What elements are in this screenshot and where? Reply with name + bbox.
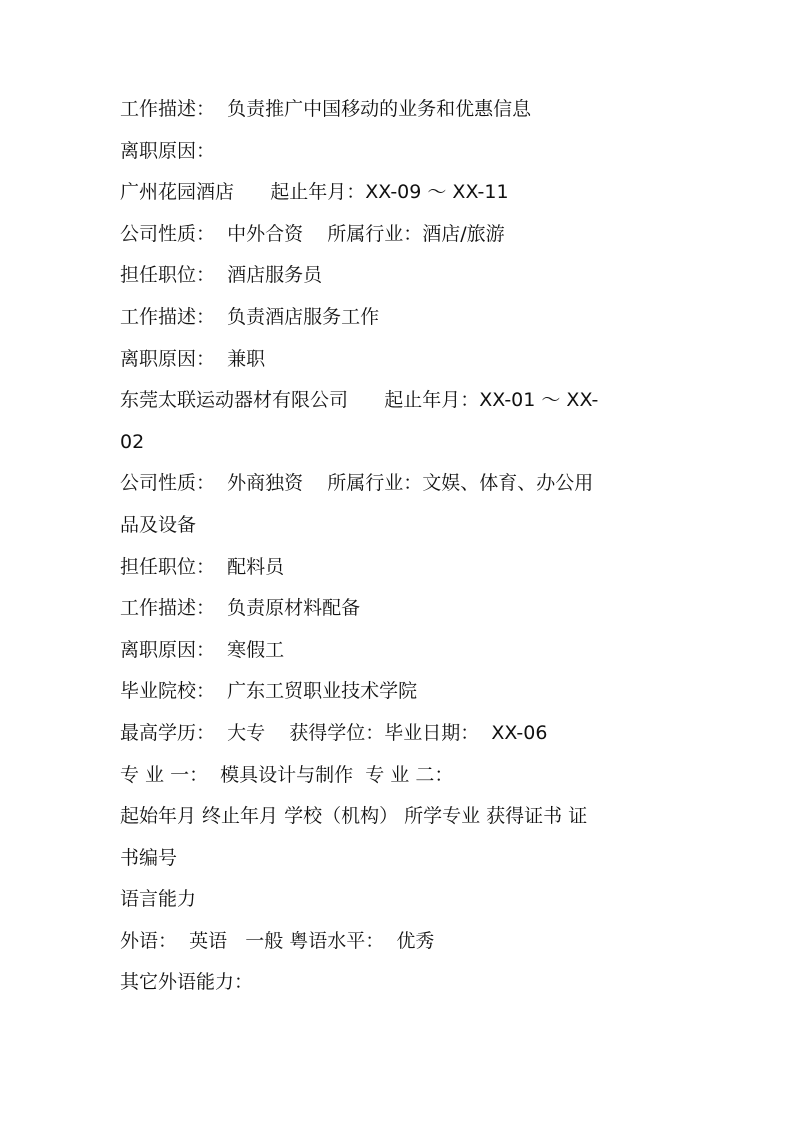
text-line-job-description: 工作描述： 负责原材料配备 [120, 597, 361, 620]
text-line-language-ability: 语言能力 [120, 888, 197, 911]
text-line-education-table-header-cont: 书编号 [120, 846, 178, 869]
text-line-company-sports-cont: 02 [120, 430, 145, 453]
text-line-leave-reason: 离职原因： [120, 139, 216, 162]
text-line-other-languages: 其它外语能力： [120, 971, 254, 994]
text-line-company-nature: 公司性质： 外商独资 所属行业：文娱、体育、办公用 [120, 472, 594, 495]
text-line-company-sports: 东莞太联运动器材有限公司 起止年月：XX-01 ～ XX- [120, 389, 599, 412]
text-line-position: 担任职位： 配料员 [120, 555, 285, 578]
text-line-school: 毕业院校： 广东工贸职业技术学院 [120, 680, 418, 703]
text-line-job-description: 工作描述： 负责推广中国移动的业务和优惠信息 [120, 98, 532, 120]
text-line-position: 担任职位： 酒店服务员 [120, 264, 323, 287]
text-line-company-nature-cont: 品及设备 [120, 513, 197, 536]
text-line-leave-reason: 离职原因： 寒假工 [120, 638, 285, 661]
text-line-leave-reason: 离职原因： 兼职 [120, 347, 266, 370]
text-line-education-table-header: 起始年月 终止年月 学校（机构） 所学专业 获得证书 证 [120, 805, 588, 828]
resume-text-body [120, 89, 680, 1004]
text-line-job-description: 工作描述： 负责酒店服务工作 [120, 305, 380, 328]
text-line-company-hotel: 广州花园酒店 起止年月：XX-09 ～ XX-11 [120, 181, 509, 204]
text-line-major: 专 业 一： 模具设计与制作 专 业 二： [120, 763, 454, 786]
text-line-foreign-language: 外语： 英语 一般 粤语水平： 优秀 [120, 929, 435, 952]
text-line-company-nature: 公司性质： 中外合资 所属行业：酒店/旅游 [120, 222, 505, 245]
text-line-education: 最高学历： 大专 获得学位：毕业日期： XX-06 [120, 721, 548, 744]
